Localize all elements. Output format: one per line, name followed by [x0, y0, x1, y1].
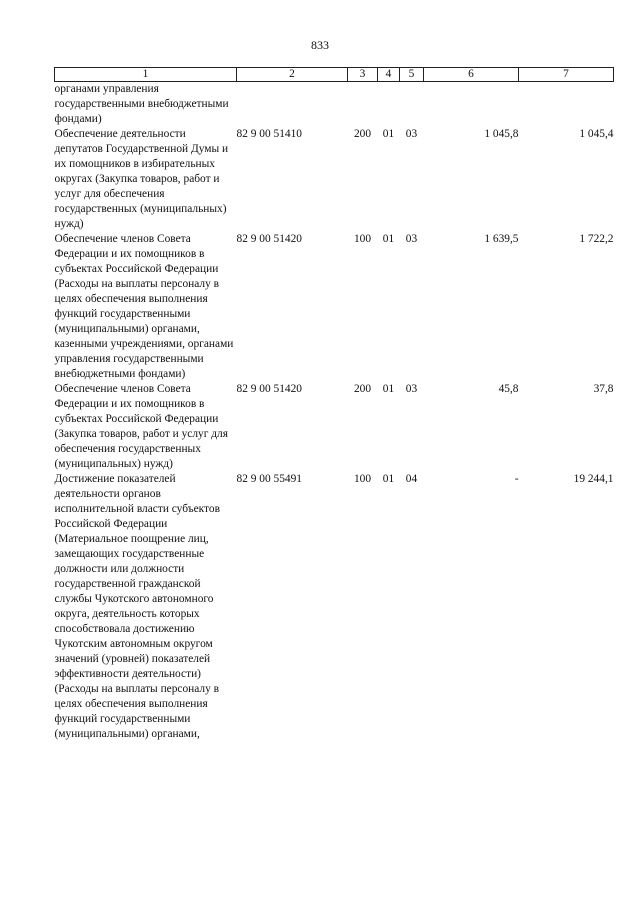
- row-value-6: 1 639,5: [484, 233, 519, 245]
- row-name: Достижение показателей деятельности органов исполнительной власти субъектов Российской Федерации (Материальное поощрение лиц, замещающих государственные должности или должности государственной гражданской службы Чукотского автономного округа, деятельность которых способствовала достижению Чукотским автономным округом значений (уровней) показателей эффективности деятельности) (Расходы на выплаты персоналу в целях обеспечения выполнения функций государственными (муниципальными) органами,: [54, 473, 220, 740]
- row-col3: 100: [353, 473, 372, 485]
- row-code: 82 9 00 51420: [236, 233, 302, 245]
- row-col4: 01: [382, 383, 395, 395]
- row-code: 82 9 00 55491: [236, 473, 302, 485]
- row-value-6: -: [514, 473, 519, 485]
- row-col4: [378, 82, 400, 128]
- header-col-2: 2: [237, 68, 348, 82]
- row-value-7: [519, 82, 614, 128]
- row-col3: [348, 82, 378, 128]
- row-value-6: [424, 82, 519, 128]
- table-row: [55, 127, 614, 232]
- header-col-4: 4: [378, 68, 400, 82]
- table-row: [55, 472, 614, 742]
- row-name: органами управления государственными внебюджетными фондами): [54, 83, 229, 125]
- row-value-6: 1 045,8: [484, 128, 519, 140]
- row-value-7: 1 722,2: [579, 233, 614, 245]
- header-col-1: 1: [55, 68, 237, 82]
- row-col4: 01: [382, 128, 395, 140]
- row-col3: 100: [353, 233, 372, 245]
- header-col-3: 3: [348, 68, 378, 82]
- row-col5: 03: [405, 233, 418, 245]
- row-col3: 200: [353, 128, 372, 140]
- row-col3: 200: [353, 383, 372, 395]
- row-code: [237, 82, 348, 128]
- row-value-7: 37,8: [593, 383, 614, 395]
- header-col-6: 6: [424, 68, 519, 82]
- row-name: Обеспечение деятельности депутатов Государственной Думы и их помощников в избирательных округах (Закупка товаров, работ и услуг для обеспечения государственных (муниципальных) нужд): [54, 128, 229, 230]
- row-col4: 01: [382, 233, 395, 245]
- row-code: 82 9 00 51410: [236, 128, 302, 140]
- row-col5: 03: [405, 128, 418, 140]
- row-value-7: 19 244,1: [573, 473, 614, 485]
- row-value-7: 1 045,4: [579, 128, 614, 140]
- row-code: 82 9 00 51420: [236, 383, 302, 395]
- row-col5: 04: [405, 473, 418, 485]
- table-row: [55, 82, 614, 128]
- table-row: [55, 232, 614, 382]
- row-col5: 03: [405, 383, 418, 395]
- table-row: [55, 382, 614, 472]
- row-value-6: 45,8: [498, 383, 519, 395]
- budget-table: [54, 67, 614, 742]
- row-name: Обеспечение членов Совета Федерации и их помощников в субъектах Российской Федерации (Расходы на выплаты персоналу в целях обеспечения выполнения функций государственными (муниципальными) органами, казенными учреждениями, органами управления государственными внебюджетными фондами): [54, 233, 234, 380]
- row-col5: [400, 82, 424, 128]
- row-name: Обеспечение членов Совета Федерации и их помощников в субъектах Российской Федерации (Закупка товаров, работ и услуг для обеспечения государственных (муниципальных) нужд): [54, 383, 228, 470]
- table-header-row: [55, 68, 614, 82]
- header-col-7: 7: [519, 68, 614, 82]
- row-col4: 01: [382, 473, 395, 485]
- header-col-5: 5: [400, 68, 424, 82]
- page-number: 833: [311, 38, 329, 52]
